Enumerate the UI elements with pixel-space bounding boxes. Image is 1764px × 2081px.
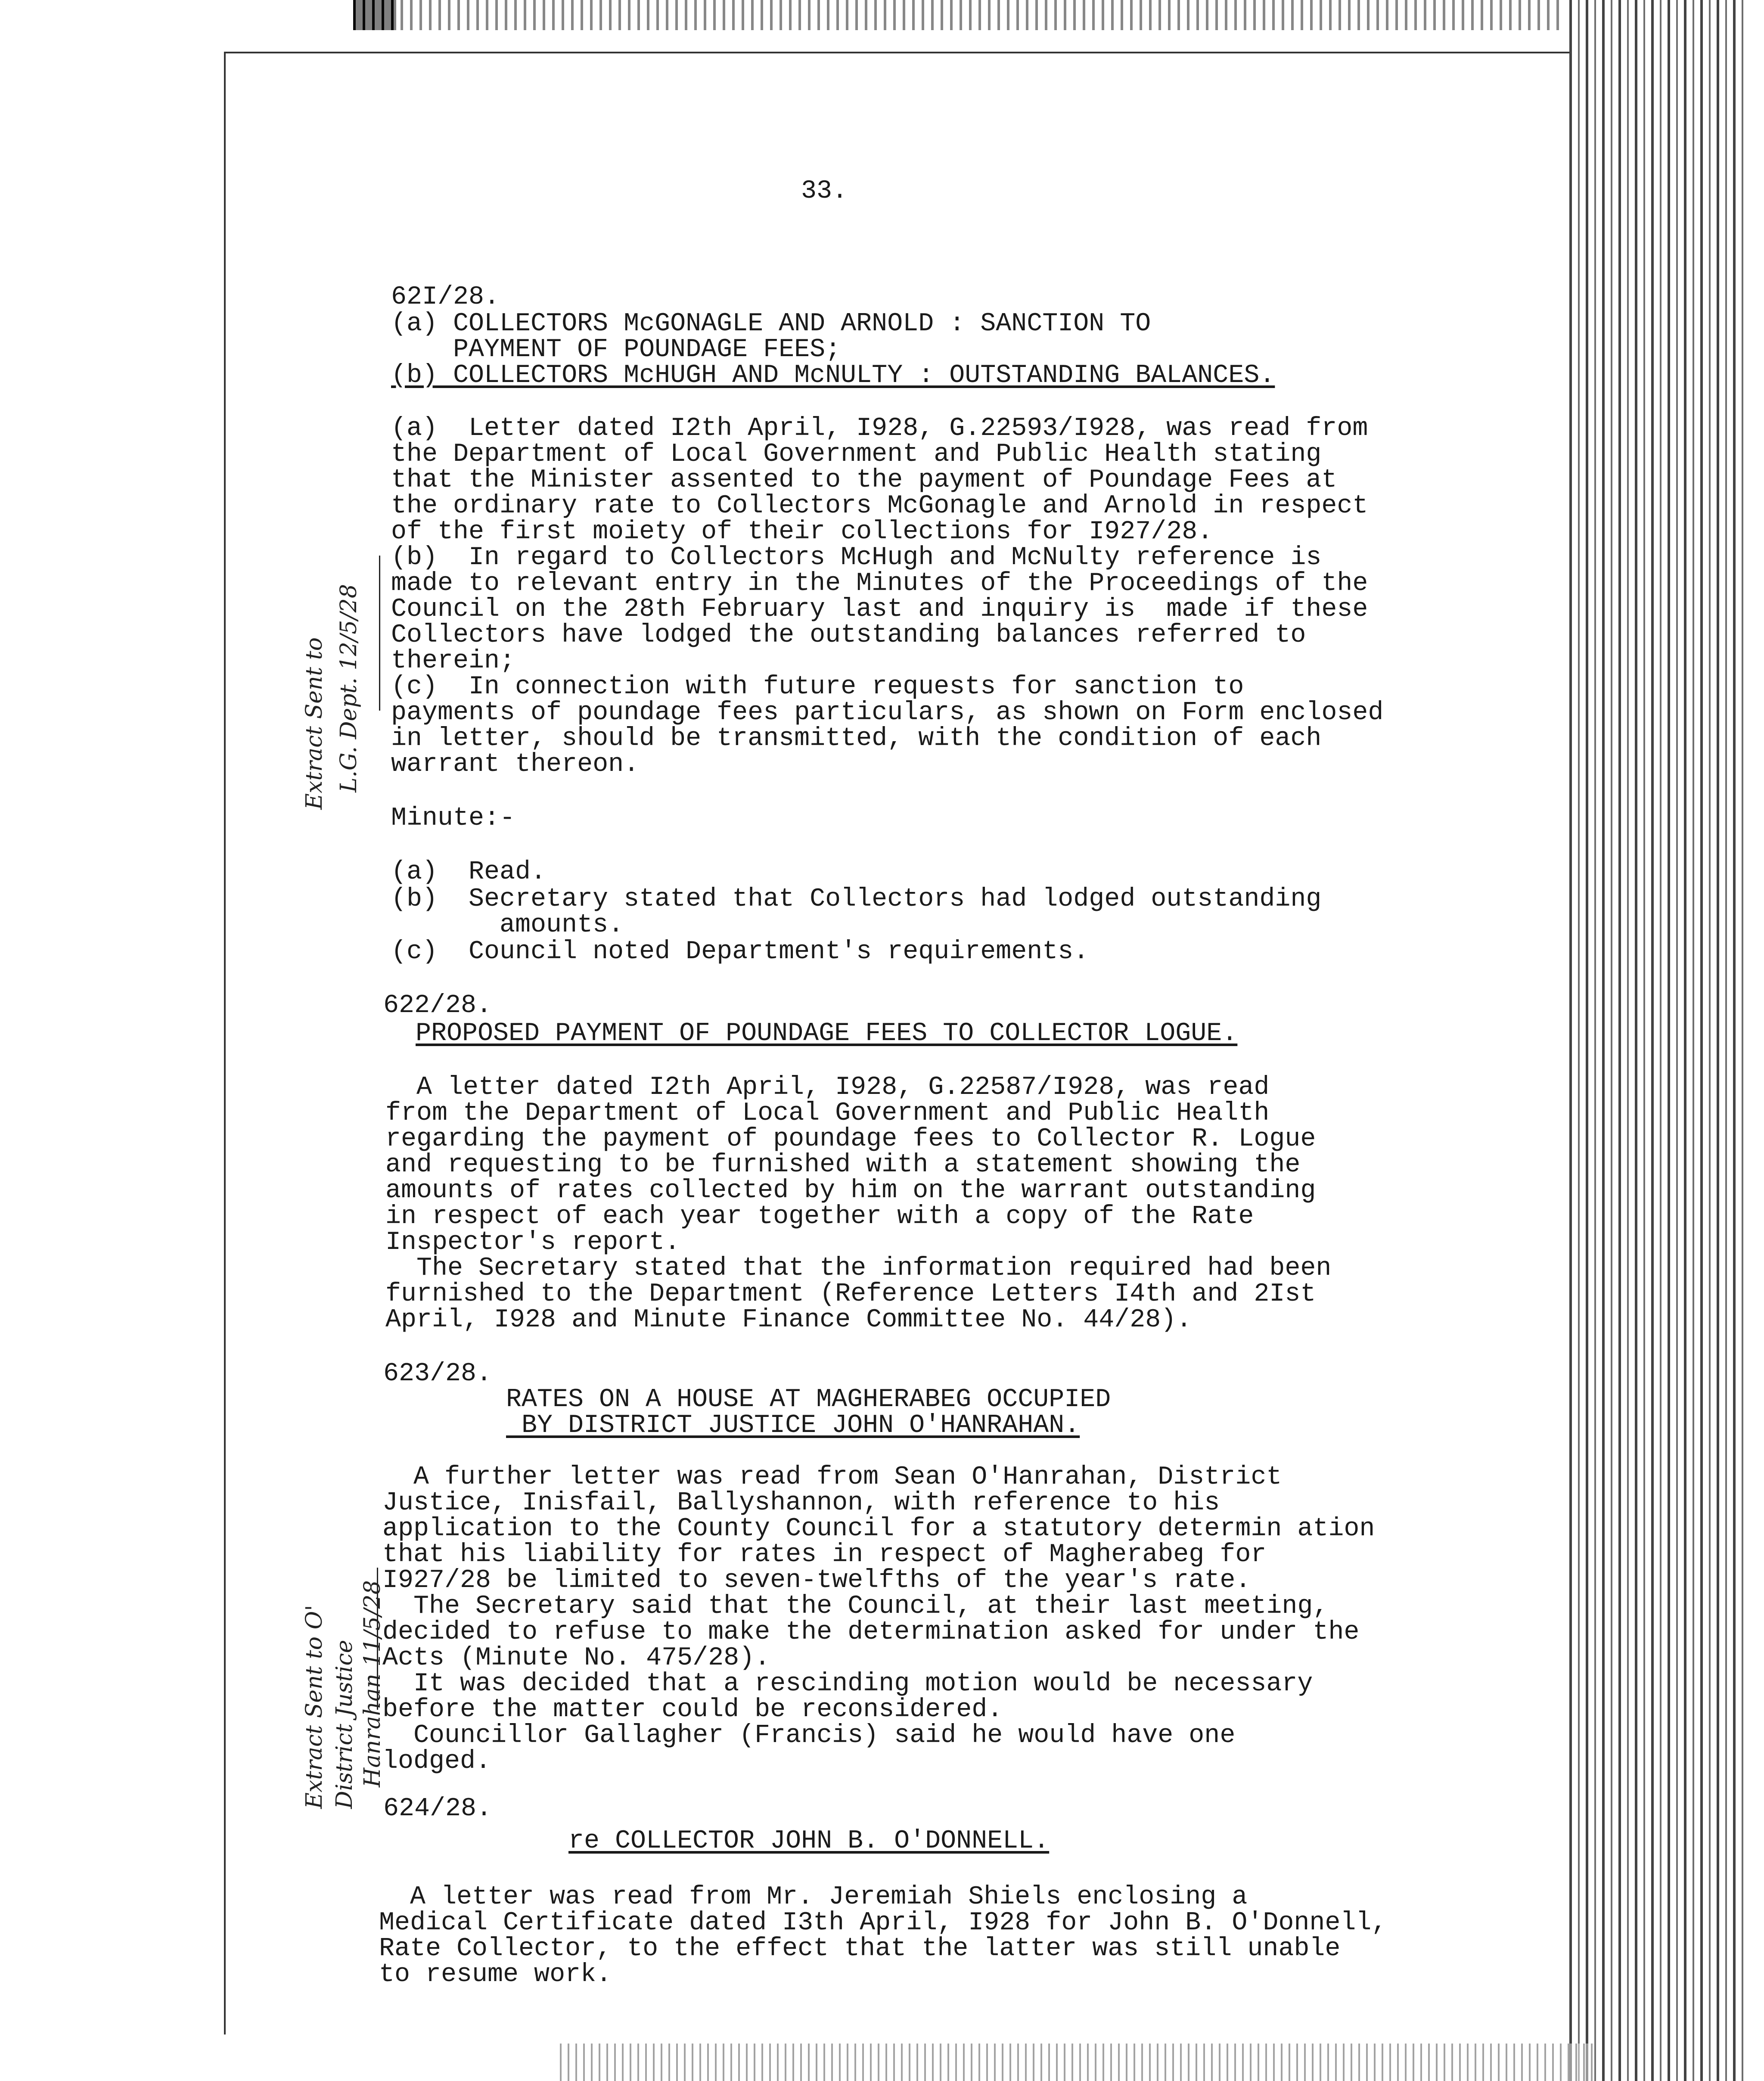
paragraph-line: April, I928 and Minute Finance Committee No. 44/28).	[385, 1305, 1192, 1335]
paragraph-line: A letter was read from Mr. Jeremiah Shiels enclosing a	[379, 1882, 1248, 1912]
paragraph-line: A letter dated I2th April, I928, G.22587/I928, was read	[385, 1073, 1270, 1102]
minute-line: (a) Read.	[391, 857, 547, 887]
section-heading: (a) COLLECTORS McGONAGLE AND ARNOLD : SANCTION TO	[391, 309, 1151, 339]
section-heading: BY DISTRICT JUSTICE JOHN O'HANRAHAN.	[506, 1411, 1080, 1440]
paragraph-line: made to relevant entry in the Minutes of the Proceedings of the	[391, 569, 1368, 598]
paragraph-line: decided to refuse to make the determination asked for under the	[382, 1618, 1360, 1647]
section-heading: RATES ON A HOUSE AT MAGHERABEG OCCUPIED	[506, 1385, 1111, 1414]
section-number: 622/28.	[383, 991, 492, 1020]
page-number: 33.	[801, 177, 848, 206]
paragraph-line: The Secretary said that the Council, at their last meeting,	[382, 1592, 1329, 1621]
margin-note: Extract Sent to O'	[301, 1605, 327, 1809]
paragraph-line: in respect of each year together with a copy of the Rate	[385, 1202, 1254, 1231]
paragraph-line: Justice, Inisfail, Ballyshannon, with reference to his	[382, 1488, 1220, 1518]
paragraph-line: warrant thereon.	[391, 750, 640, 779]
paragraph-line: Councillor Gallagher (Francis) said he would have one	[382, 1721, 1236, 1750]
paragraph-line: therein;	[391, 646, 516, 676]
section-number: 624/28.	[383, 1794, 492, 1823]
binding-edge	[1563, 0, 1744, 2081]
minute-line: (c) Council noted Department's requirements.	[391, 937, 1089, 966]
paragraph-line: before the matter could be reconsidered.	[382, 1695, 1003, 1724]
margin-note: Extract Sent to	[301, 637, 327, 810]
paragraph-line: from the Department of Local Government and Public Health	[385, 1099, 1270, 1128]
paragraph-line: Collectors have lodged the outstanding balances referred to	[391, 621, 1306, 650]
paragraph-line: (a) Letter dated I2th April, I928, G.22593/I928, was read from	[391, 414, 1368, 443]
paragraph-line: amounts of rates collected by him on the warrant outstanding	[385, 1176, 1316, 1205]
paragraph-line: (c) In connection with future requests for sanction to	[391, 672, 1244, 702]
paragraph-line: I927/28 be limited to seven-twelfths of the year's rate.	[382, 1566, 1251, 1595]
paragraph-line: application to the County Council for a statutory determin ation	[382, 1514, 1375, 1544]
paragraph-line: Inspector's report.	[385, 1228, 680, 1257]
paragraph-line: regarding the payment of poundage fees to Collector R. Logue	[385, 1124, 1316, 1154]
scan-artifact-top	[353, 0, 1559, 30]
paragraph-line: Council on the 28th February last and inquiry is made if these	[391, 595, 1368, 624]
minute-label: Minute:-	[391, 804, 516, 833]
paragraph-line: the ordinary rate to Collectors McGonagle and Arnold in respect	[391, 491, 1368, 521]
paragraph-line: payments of poundage fees particulars, as shown on Form enclosed	[391, 698, 1384, 727]
paragraph-line: the Department of Local Government and Public Health stating	[391, 440, 1322, 469]
section-heading: PAYMENT OF POUNDAGE FEES;	[391, 335, 841, 364]
paragraph-line: lodged.	[382, 1747, 491, 1776]
scan-artifact-bottom	[560, 2044, 1593, 2081]
paragraph-line: furnished to the Department (Reference Letters I4th and 2Ist	[385, 1280, 1316, 1309]
section-heading: PROPOSED PAYMENT OF POUNDAGE FEES TO COLLECTOR LOGUE.	[416, 1019, 1238, 1048]
paragraph-line: to resume work.	[379, 1960, 612, 1989]
paragraph-line: Rate Collector, to the effect that the latter was still unable	[379, 1934, 1341, 1963]
paragraph-line: It was decided that a rescinding motion would be necessary	[382, 1669, 1313, 1699]
paragraph-line: that his liability for rates in respect of Magherabeg for	[382, 1540, 1267, 1569]
section-number: 62I/28.	[391, 283, 500, 312]
minute-line: amounts.	[391, 910, 624, 940]
paragraph-line: (b) In regard to Collectors McHugh and McNulty reference is	[391, 543, 1322, 572]
margin-bracket	[379, 556, 380, 711]
margin-note: Hanrahan 11/5/28	[360, 1580, 385, 1787]
paragraph-line: Medical Certificate dated I3th April, I928 for John B. O'Donnell,	[379, 1908, 1387, 1938]
paragraph-line: of the first moiety of their collections for I927/28.	[391, 517, 1213, 547]
minute-line: (b) Secretary stated that Collectors had lodged outstanding	[391, 885, 1322, 914]
paragraph-line: that the Minister assented to the payment of Poundage Fees at	[391, 466, 1337, 495]
paragraph-line: and requesting to be furnished with a statement showing the	[385, 1150, 1301, 1180]
paragraph-line: A further letter was read from Sean O'Hanrahan, District	[382, 1463, 1282, 1492]
paragraph-line: The Secretary stated that the information required had been	[385, 1254, 1332, 1283]
margin-note: District Justice	[332, 1640, 357, 1809]
section-heading: (b) COLLECTORS McHUGH AND McNULTY : OUTSTANDING BALANCES.	[391, 361, 1275, 390]
section-number: 623/28.	[383, 1359, 492, 1388]
paragraph-line: Acts (Minute No. 475/28).	[382, 1643, 770, 1673]
section-heading: re COLLECTOR JOHN B. O'DONNELL.	[568, 1826, 1050, 1856]
margin-note: L.G. Dept. 12/5/28	[336, 584, 362, 792]
paragraph-line: in letter, should be transmitted, with the condition of each	[391, 724, 1322, 753]
